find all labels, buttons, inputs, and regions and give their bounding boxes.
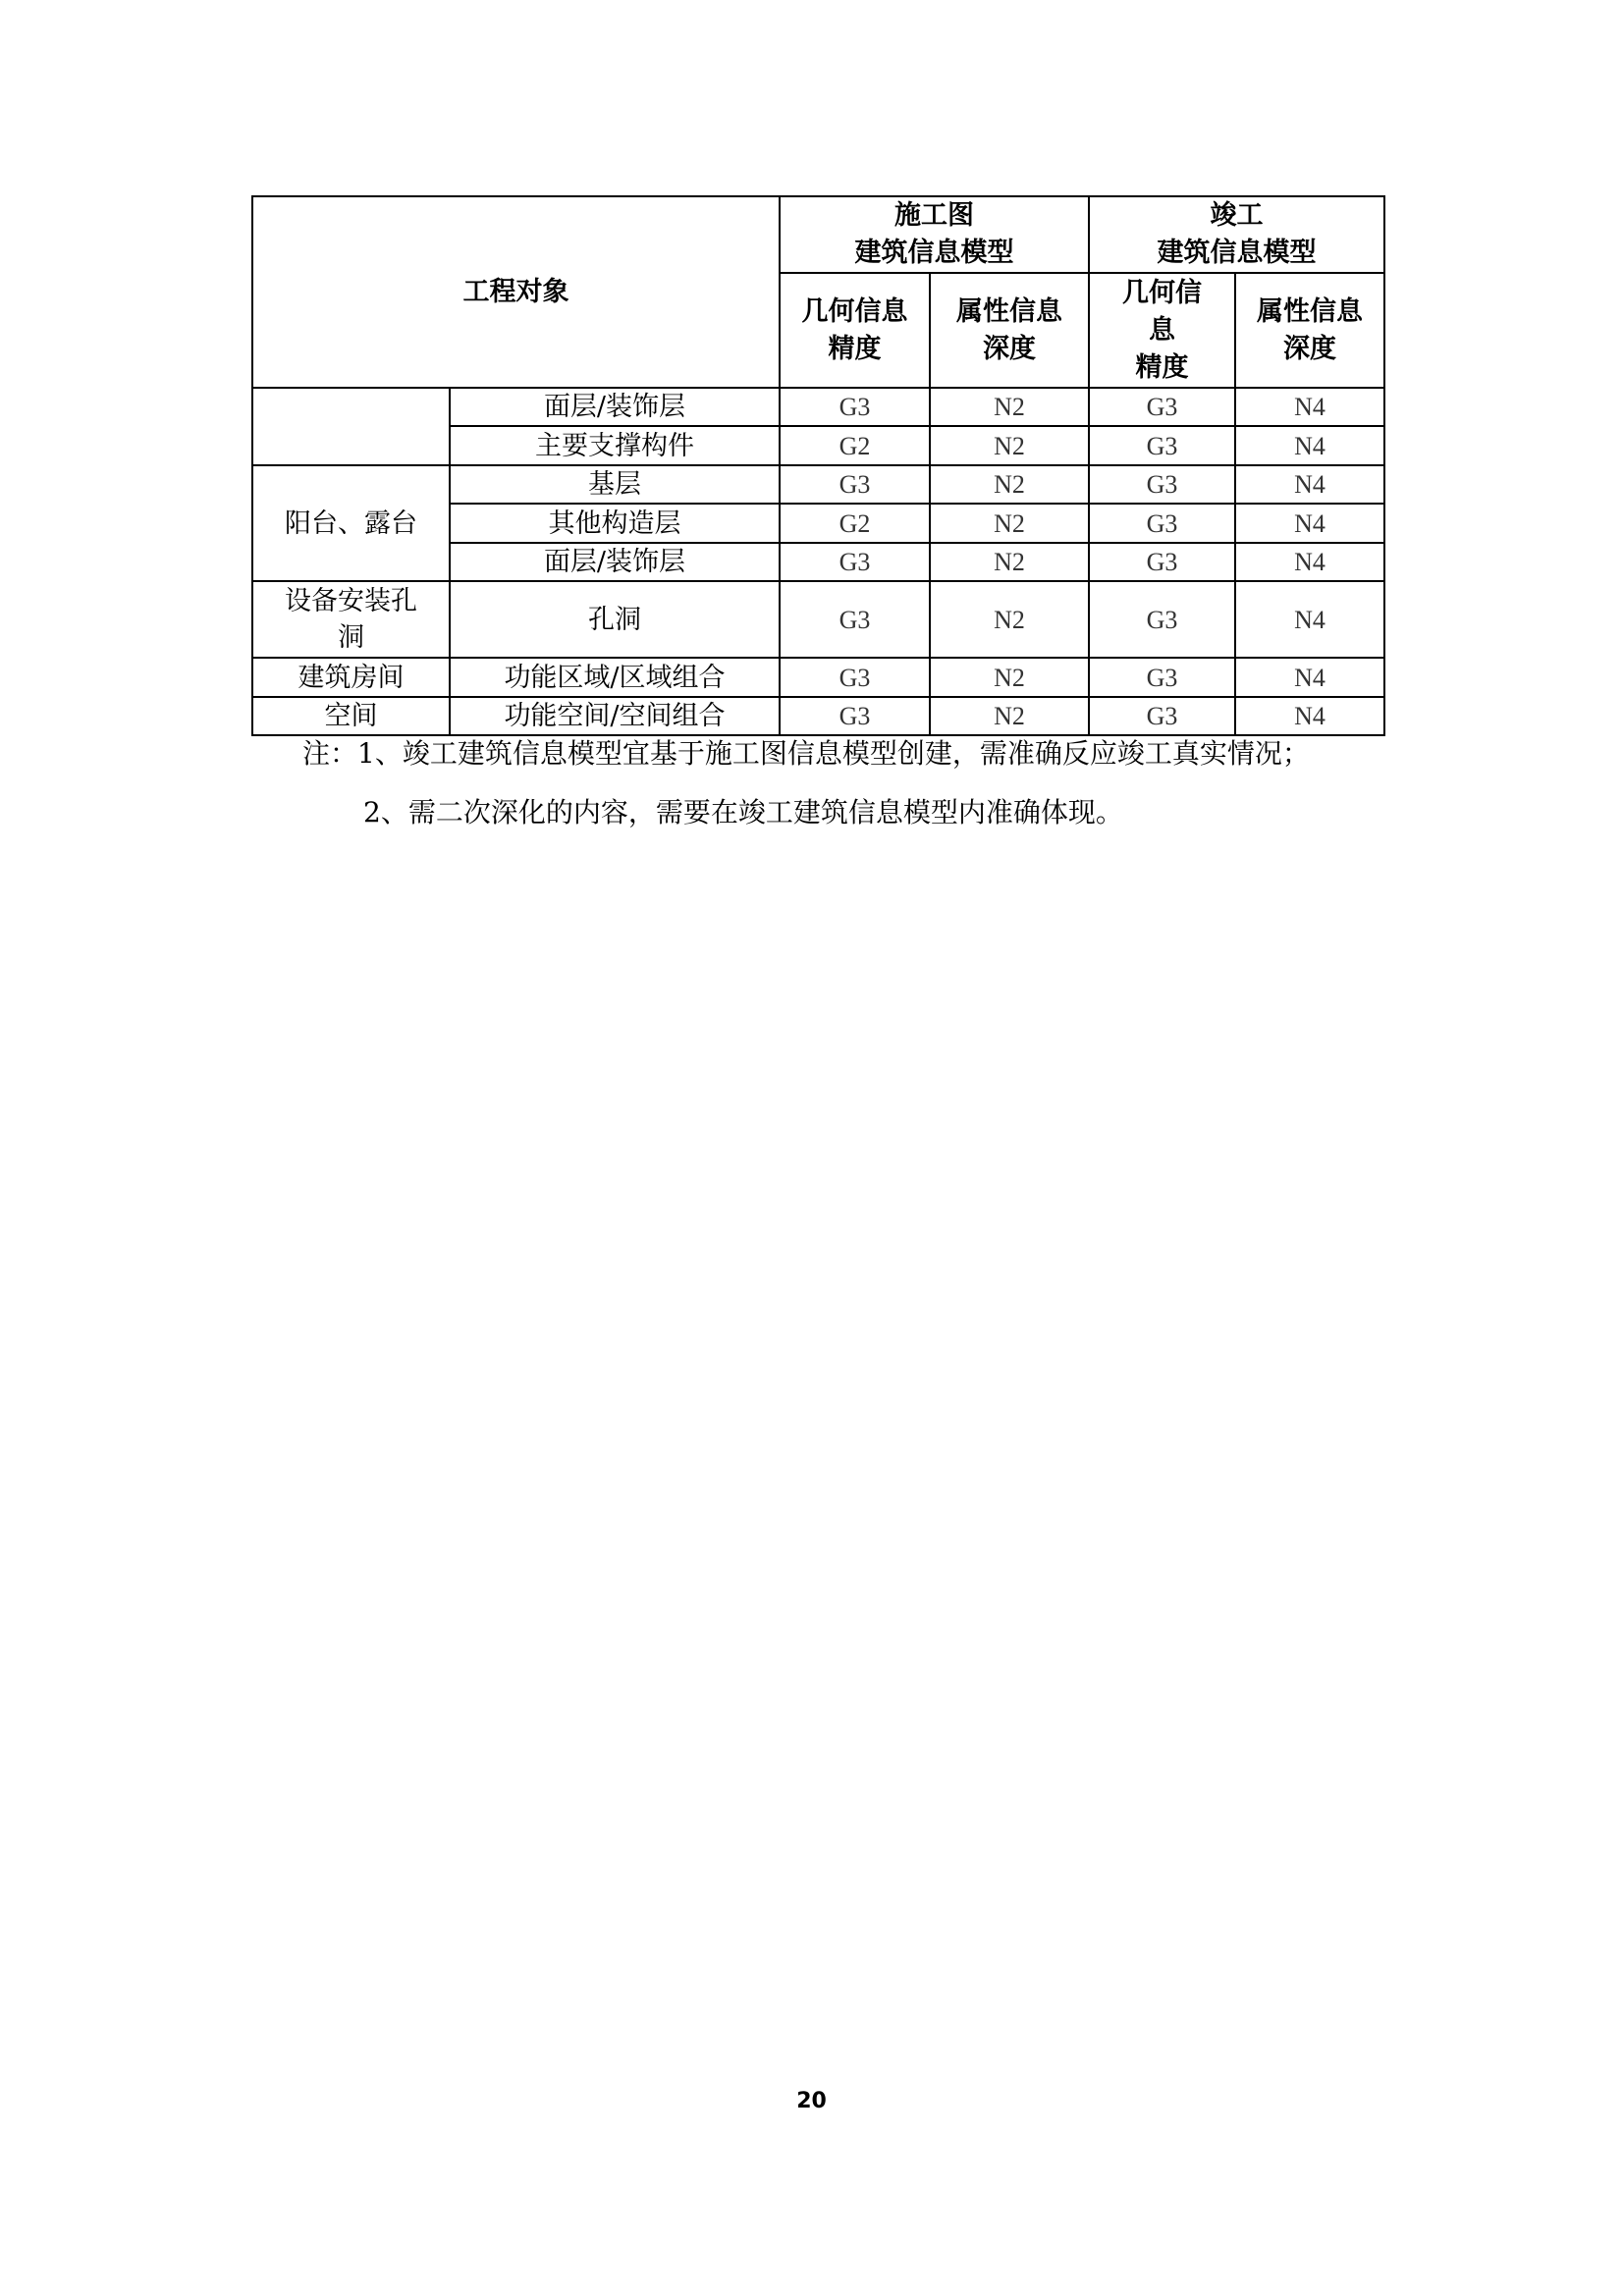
value-cell: G3 — [1089, 465, 1235, 504]
header-line: 深度 — [983, 333, 1036, 364]
value-cell: N4 — [1235, 581, 1384, 658]
value-cell: G3 — [780, 465, 930, 504]
row-item-cell: 功能区域/区域组合 — [450, 658, 780, 697]
value-cell: G3 — [780, 658, 930, 697]
header-line: 精度 — [828, 333, 882, 364]
header-line: 属性信息 — [1257, 295, 1363, 327]
header-line: 建筑信息模型 — [1157, 238, 1317, 268]
row-item-cell: 孔洞 — [450, 581, 780, 658]
note-2: 2、需二次深化的内容，需要在竣工建筑信息模型内准确体现。 — [363, 796, 1123, 828]
value-cell: N2 — [930, 465, 1089, 504]
group-line: 设备安装孔 — [285, 586, 417, 616]
row-item-cell: 其他构造层 — [450, 504, 780, 543]
value-cell: G3 — [780, 543, 930, 581]
table-row — [252, 697, 1384, 735]
header-line: 建筑信息模型 — [854, 238, 1014, 268]
header-line: 几何信息 — [801, 295, 908, 327]
table-row — [252, 465, 1384, 504]
value-cell: G3 — [1089, 426, 1235, 465]
header-line: 属性信息 — [956, 295, 1062, 327]
value-cell: N2 — [930, 581, 1089, 658]
info-model-table — [251, 195, 1385, 736]
header-g1-geometry-precision — [780, 273, 930, 388]
value-cell: N2 — [930, 388, 1089, 426]
row-item-cell: 面层/装饰层 — [450, 543, 780, 581]
value-cell: G3 — [1089, 388, 1235, 426]
value-cell: N4 — [1235, 697, 1384, 735]
value-cell: N4 — [1235, 504, 1384, 543]
value-cell: G3 — [1089, 658, 1235, 697]
header-g2-geometry-precision — [1089, 273, 1235, 388]
row-item-cell: 功能空间/空间组合 — [450, 697, 780, 735]
header-g1-attribute-depth — [930, 273, 1089, 388]
header-line: 息 — [1149, 314, 1175, 346]
header-object: 工程对象 — [252, 196, 780, 388]
page-number: 20 — [796, 2089, 827, 2113]
table-row — [252, 581, 1384, 658]
header-line: 竣工 — [1210, 200, 1264, 231]
value-cell: G2 — [780, 504, 930, 543]
value-cell: G3 — [1089, 504, 1235, 543]
row-item-cell: 面层/装饰层 — [450, 388, 780, 426]
value-cell: N4 — [1235, 465, 1384, 504]
value-cell: G3 — [780, 388, 930, 426]
value-cell: G3 — [780, 697, 930, 735]
header-line: 深度 — [1283, 333, 1336, 364]
value-cell: G3 — [1089, 697, 1235, 735]
header-g2-attribute-depth — [1235, 273, 1384, 388]
row-group-cell: 空间 — [252, 697, 450, 735]
value-cell: G2 — [780, 426, 930, 465]
group-line: 洞 — [338, 622, 364, 653]
header-line: 几何信 — [1122, 277, 1202, 308]
header-line: 施工图 — [894, 200, 974, 231]
value-cell: N2 — [930, 504, 1089, 543]
value-cell: N2 — [930, 543, 1089, 581]
value-cell: N2 — [930, 426, 1089, 465]
header-line: 精度 — [1135, 351, 1189, 383]
value-cell: G3 — [1089, 543, 1235, 581]
row-group-cell — [252, 581, 450, 658]
row-item-cell: 基层 — [450, 465, 780, 504]
header-completion-model — [1089, 196, 1384, 273]
value-cell: N4 — [1235, 658, 1384, 697]
value-cell: G3 — [780, 581, 930, 658]
value-cell: N4 — [1235, 388, 1384, 426]
table-row — [252, 388, 1384, 426]
row-group-cell — [252, 388, 450, 465]
header-construction-drawing-model — [780, 196, 1089, 273]
value-cell: G3 — [1089, 581, 1235, 658]
row-group-cell: 阳台、露台 — [252, 465, 450, 581]
row-item-cell: 主要支撑构件 — [450, 426, 780, 465]
value-cell: N2 — [930, 658, 1089, 697]
value-cell: N4 — [1235, 426, 1384, 465]
note-1: 注：1、竣工建筑信息模型宜基于施工图信息模型创建，需准确反应竣工真实情况； — [302, 737, 1310, 770]
value-cell: N2 — [930, 697, 1089, 735]
table-row — [252, 658, 1384, 697]
value-cell: N4 — [1235, 543, 1384, 581]
row-group-cell: 建筑房间 — [252, 658, 450, 697]
